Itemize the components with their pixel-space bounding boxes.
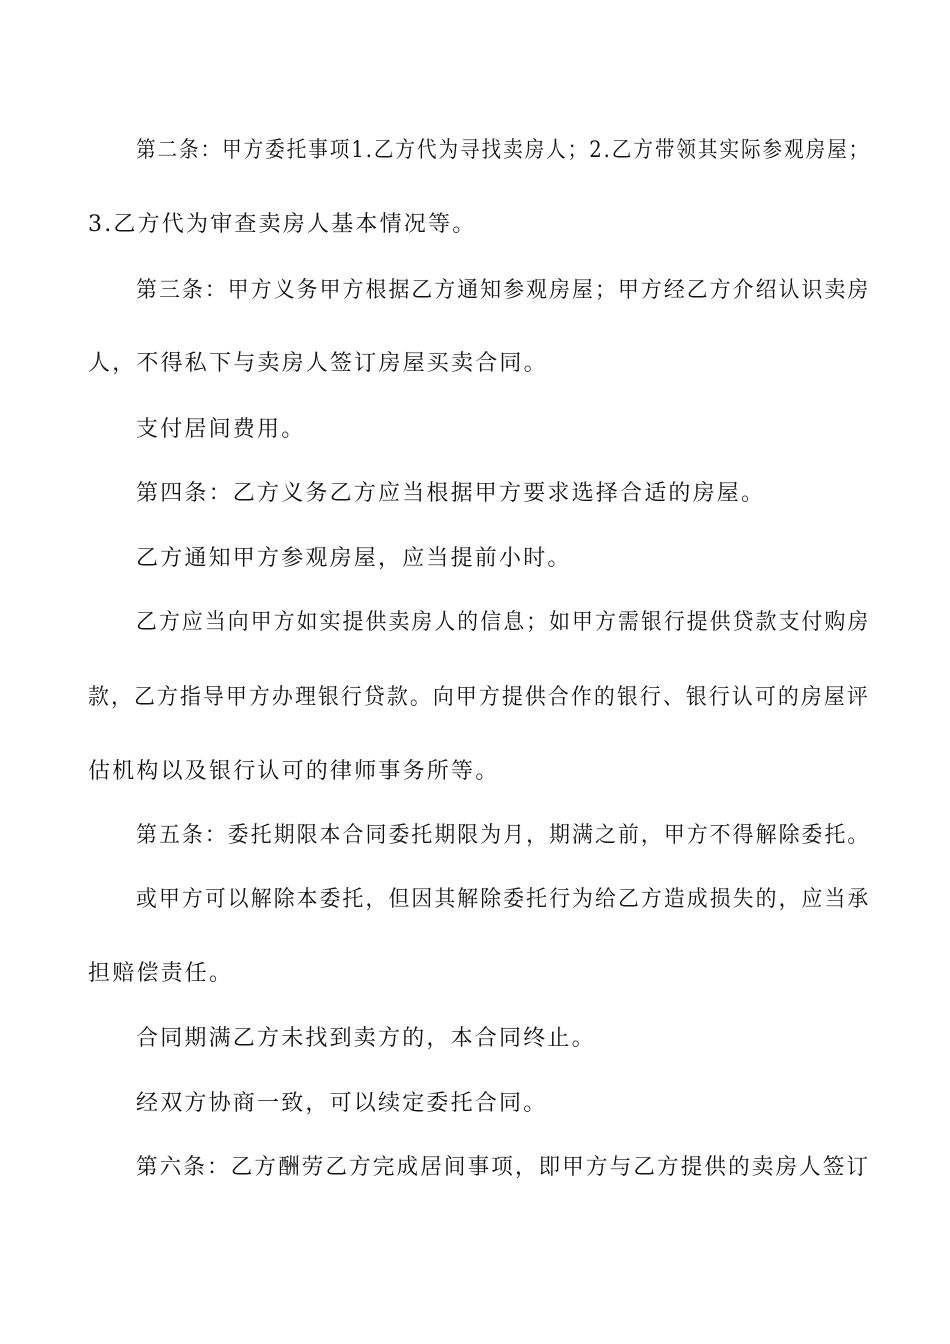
text-line-article-2-cont: 3.乙方代为审查卖房人基本情况等。: [88, 212, 477, 237]
text-line-institutions: 估机构以及银行认可的律师事务所等。: [88, 759, 500, 784]
text-line-article-2: 第二条：甲方委托事项1.乙方代为寻找卖房人；2.乙方带领其实际参观房屋；: [136, 138, 871, 163]
text-line-article-3: 第三条：甲方义务甲方根据乙方通知参观房屋；甲方经乙方介绍认识卖房: [136, 278, 871, 303]
text-line-seller-info: 乙方应当向甲方如实提供卖房人的信息；如甲方需银行提供贷款支付购房: [136, 610, 871, 635]
text-line-loan-guidance: 款，乙方指导甲方办理银行贷款。向甲方提供合作的银行、银行认可的房屋评: [88, 685, 870, 710]
text-line-liability: 担赔偿责任。: [88, 961, 234, 986]
text-line-renewal: 经双方协商一致，可以续定委托合同。: [136, 1091, 548, 1116]
text-line-termination: 或甲方可以解除本委托，但因其解除委托行为给乙方造成损失的，应当承: [136, 887, 871, 912]
text-line-contract-end: 合同期满乙方未找到卖方的，本合同终止。: [136, 1026, 596, 1051]
text-line-article-6: 第六条：乙方酬劳乙方完成居间事项，即甲方与乙方提供的卖房人签订: [136, 1155, 871, 1180]
text-line-article-5: 第五条：委托期限本合同委托期限为月，期满之前，甲方不得解除委托。: [136, 823, 871, 848]
text-line-article-3-cont: 人，不得私下与卖房人签订房屋买卖合同。: [88, 351, 548, 376]
text-line-pay-fee: 支付居间费用。: [136, 417, 306, 442]
text-line-article-4: 第四条：乙方义务乙方应当根据甲方要求选择合适的房屋。: [136, 481, 766, 506]
text-line-notify-viewing: 乙方通知甲方参观房屋，应当提前小时。: [136, 546, 572, 571]
